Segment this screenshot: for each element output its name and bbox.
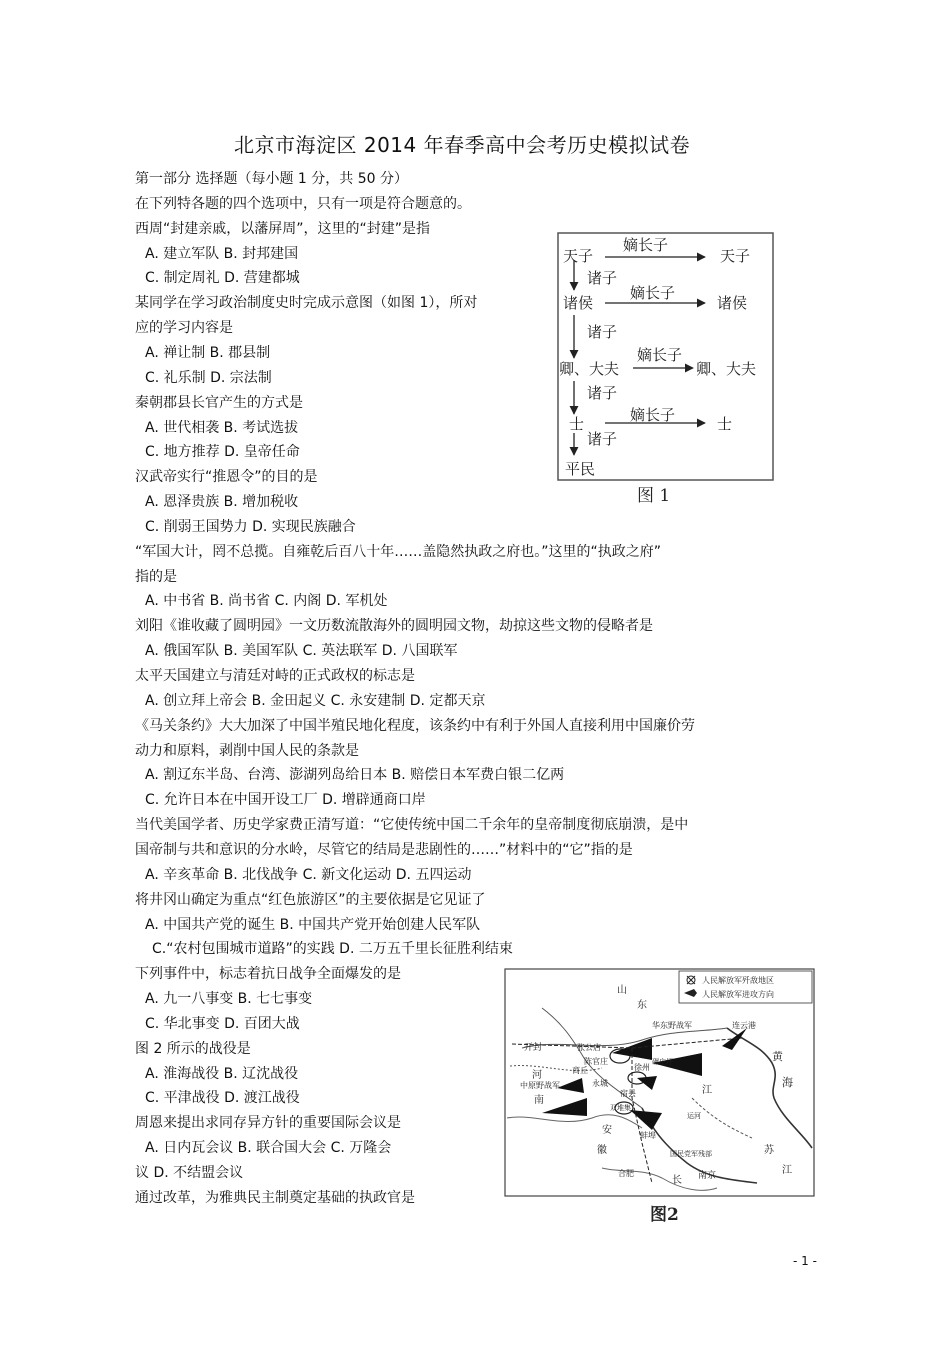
text-line: A. 禅让制 B. 郡县制 xyxy=(145,344,271,361)
fig2-place-shuangduiji: 双堆集 xyxy=(610,1104,631,1112)
text-line: A. 中书省 B. 尚书省 C. 内阁 D. 军机处 xyxy=(145,593,388,610)
fig1-branch-label-0: 诸子 xyxy=(587,269,618,287)
text-line: 指的是 xyxy=(135,568,177,585)
page-title: 北京市海淀区 2014 年春季高中会考历史模拟试卷 xyxy=(234,133,691,157)
fig2-region-huang: 黄 xyxy=(772,1050,783,1063)
text-line: 下列事件中，标志着抗日战争全面爆发的是 xyxy=(135,966,401,983)
fig2-place-kaifeng: 开封 xyxy=(524,1043,543,1053)
text-line: A. 俄国军队 B. 美国军队 C. 英法联军 D. 八国联军 xyxy=(145,643,458,660)
fig1-row-1: 诸侯 xyxy=(563,294,594,312)
fig1-heir-target-1: 诸侯 xyxy=(717,294,748,312)
text-line: A. 世代相袭 B. 考试选拔 xyxy=(145,419,299,436)
text-line: C. 地方推荐 D. 皇帝任命 xyxy=(145,444,300,461)
text-line: A. 恩泽贵族 B. 增加税收 xyxy=(145,494,299,511)
fig2-region-he: 河 xyxy=(532,1070,542,1081)
text-line: 某同学在学习政治制度史时完成示意图（如图 1），所对 xyxy=(135,295,478,312)
fig2-region-hai: 海 xyxy=(782,1076,793,1089)
fig2-region-jiang: 江 xyxy=(702,1085,712,1096)
text-line: C. 平津战役 D. 渡江战役 xyxy=(145,1090,300,1107)
fig2-region-su: 苏 xyxy=(764,1145,774,1156)
text-line: 刘阳《谁收藏了圆明园》一文历数流散海外的圆明园文物，劫掠这些文物的侵略者是 xyxy=(135,618,653,635)
fig2-region-dong: 东 xyxy=(637,1000,647,1011)
text-line: A. 日内瓦会议 B. 联合国大会 C. 万隆会 xyxy=(145,1140,392,1157)
fig1-row-0: 天子 xyxy=(563,247,594,265)
text-line: 秦朝郡县长官产生的方式是 xyxy=(135,394,303,411)
fig1-row-4: 平民 xyxy=(565,460,596,478)
fig1-heir-label-0: 嫡长子 xyxy=(623,236,669,254)
fig2-legend xyxy=(679,971,812,1003)
fig2-legend-1: 人民解放军进攻方向 xyxy=(702,990,774,999)
fig2-region-an: 安 xyxy=(602,1125,612,1136)
text-line: 周恩来提出求同存异方针的重要国际会议是 xyxy=(135,1115,401,1132)
text-line: C. 华北事变 D. 百团大战 xyxy=(145,1015,300,1032)
fig2-place-zhongyuan-army: 中原野战军 xyxy=(520,1081,560,1090)
fig2-caption: 图2 xyxy=(650,1205,679,1225)
fig2-place-nianzhuangwei: 碾庄圩 xyxy=(652,1058,673,1066)
text-line: A. 建立军队 B. 封邦建国 xyxy=(145,245,299,262)
text-line: 当代美国学者、历史学家费正清写道：“它使传统中国二千余年的皇帝制度彻底崩溃，是中 xyxy=(135,817,689,834)
fig1-branch-label-1: 诸子 xyxy=(587,323,618,341)
text-line: 将井冈山确定为重点“红色旅游区”的主要依据是它见证了 xyxy=(135,891,486,908)
fig1-heir-label-2: 嫡长子 xyxy=(637,346,683,364)
text-line: C. 允许日本在中国开设工厂 D. 增辟通商口岸 xyxy=(145,792,426,809)
fig2-region-jiang-2: 江 xyxy=(782,1165,792,1176)
fig1-row-2: 卿、大夫 xyxy=(559,360,620,378)
fig1-heir-target-0: 天子 xyxy=(720,247,751,265)
fig2-place-huadong-army: 华东野战军 xyxy=(652,1021,692,1030)
text-line: C. 削弱王国势力 D. 实现民族融合 xyxy=(145,518,356,535)
text-line: C. 礼乐制 D. 宗法制 xyxy=(145,369,272,386)
fig2-place-nanjing: 南京 xyxy=(698,1171,717,1181)
text-line: A. 中国共产党的诞生 B. 中国共产党开始创建人民军队 xyxy=(145,916,481,933)
text-line: 议 D. 不结盟会议 xyxy=(135,1165,244,1181)
fig1-branch-label-2: 诸子 xyxy=(587,384,618,402)
text-line: 应的学习内容是 xyxy=(135,320,233,337)
fig2-place-shangqiu: 商丘 xyxy=(572,1066,588,1075)
fig2-region-nan: 南 xyxy=(534,1095,544,1106)
fig1-heir-label-3: 嫡长子 xyxy=(630,406,676,424)
fig1-branch-label-3: 诸子 xyxy=(587,430,618,448)
text-line: C.“农村包围城市道路”的实践 D. 二万五千里长征胜利结束 xyxy=(152,941,513,958)
fig1-heir-target-2: 卿、大夫 xyxy=(696,360,757,378)
fig2-place-chenguanzhuang: 陈官庄 xyxy=(584,1057,608,1066)
text-line: 图 2 所示的战役是 xyxy=(135,1040,251,1057)
fig2-legend-0: 人民解放军歼敌地区 xyxy=(702,976,774,985)
fig2-place-lianyungang: 连云港 xyxy=(732,1021,756,1030)
text-line: “军国大计，罔不总揽。自雍乾后百八十年……盖隐然执政之府也。”这里的“执政之府” xyxy=(135,543,662,560)
fig2-region-chang: 长 xyxy=(672,1175,682,1186)
text-line: 太平天国建立与清廷对峙的正式政权的标志是 xyxy=(135,668,415,684)
fig1-heir-label-1: 嫡长子 xyxy=(630,284,676,302)
fig2-place-kmt-remnant: 国民党军残部 xyxy=(670,1150,712,1158)
text-line: 国帝制与共和意识的分水岭，尽管它的结局是悲剧性的……”材料中的“它”指的是 xyxy=(135,841,633,858)
fig2-place-yunhe: 运河 xyxy=(687,1112,701,1120)
fig2-place-yongcheng: 永城 xyxy=(592,1079,608,1088)
fig2-region-hui: 徽 xyxy=(597,1145,607,1156)
figure-2 xyxy=(502,968,817,1228)
text-line: 汉武帝实行“推恩令”的目的是 xyxy=(135,469,318,486)
text-line: 《马关条约》大大加深了中国半殖民地化程度，该条约中有利于外国人直接利用中国廉价劳 xyxy=(135,717,695,734)
text-line: 西周“封建亲戚，以藩屏周”，这里的“封建”是指 xyxy=(135,220,431,237)
fig1-caption: 图 1 xyxy=(637,486,671,506)
fig2-region-shan: 山 xyxy=(617,985,627,996)
text-line: 在下列特各题的四个选项中，只有一项是符合题意的。 xyxy=(135,195,471,212)
text-line: 第一部分 选择题（每小题 1 分，共 50 分） xyxy=(135,171,408,187)
text-line: 动力和原料，剥削中国人民的条款是 xyxy=(135,742,359,759)
text-line: 通过改革，为雅典民主制奠定基础的执政官是 xyxy=(135,1189,415,1206)
fig2-place-xuzhou: 徐州 xyxy=(634,1063,650,1072)
text-line: A. 辛亥革命 B. 北伐战争 C. 新文化运动 D. 五四运动 xyxy=(145,866,472,883)
figure-1 xyxy=(555,228,779,512)
text-line: A. 淮海战役 B. 辽沈战役 xyxy=(145,1065,299,1082)
text-line: A. 割辽东半岛、台湾、澎湖列岛给日本 B. 赔偿日本军费白银二亿两 xyxy=(145,767,565,784)
fig1-row-3: 士 xyxy=(569,415,585,433)
text-line: A. 九一八事变 B. 七七事变 xyxy=(145,991,313,1008)
fig1-heir-target-3: 士 xyxy=(717,415,733,433)
fig2-place-zhanggongdian: 张公店 xyxy=(577,1043,601,1052)
text-line: A. 创立拜上帝会 B. 金田起义 C. 永安建制 D. 定都天京 xyxy=(145,692,486,709)
fig2-place-hefei: 合肥 xyxy=(618,1169,634,1178)
text-line: C. 制定周礼 D. 营建都城 xyxy=(145,270,300,287)
page-number: - 1 - xyxy=(793,1254,817,1268)
fig2-place-suxian: 宿县 xyxy=(620,1089,636,1098)
fig2-place-bengbu: 蚌埠 xyxy=(640,1131,656,1140)
